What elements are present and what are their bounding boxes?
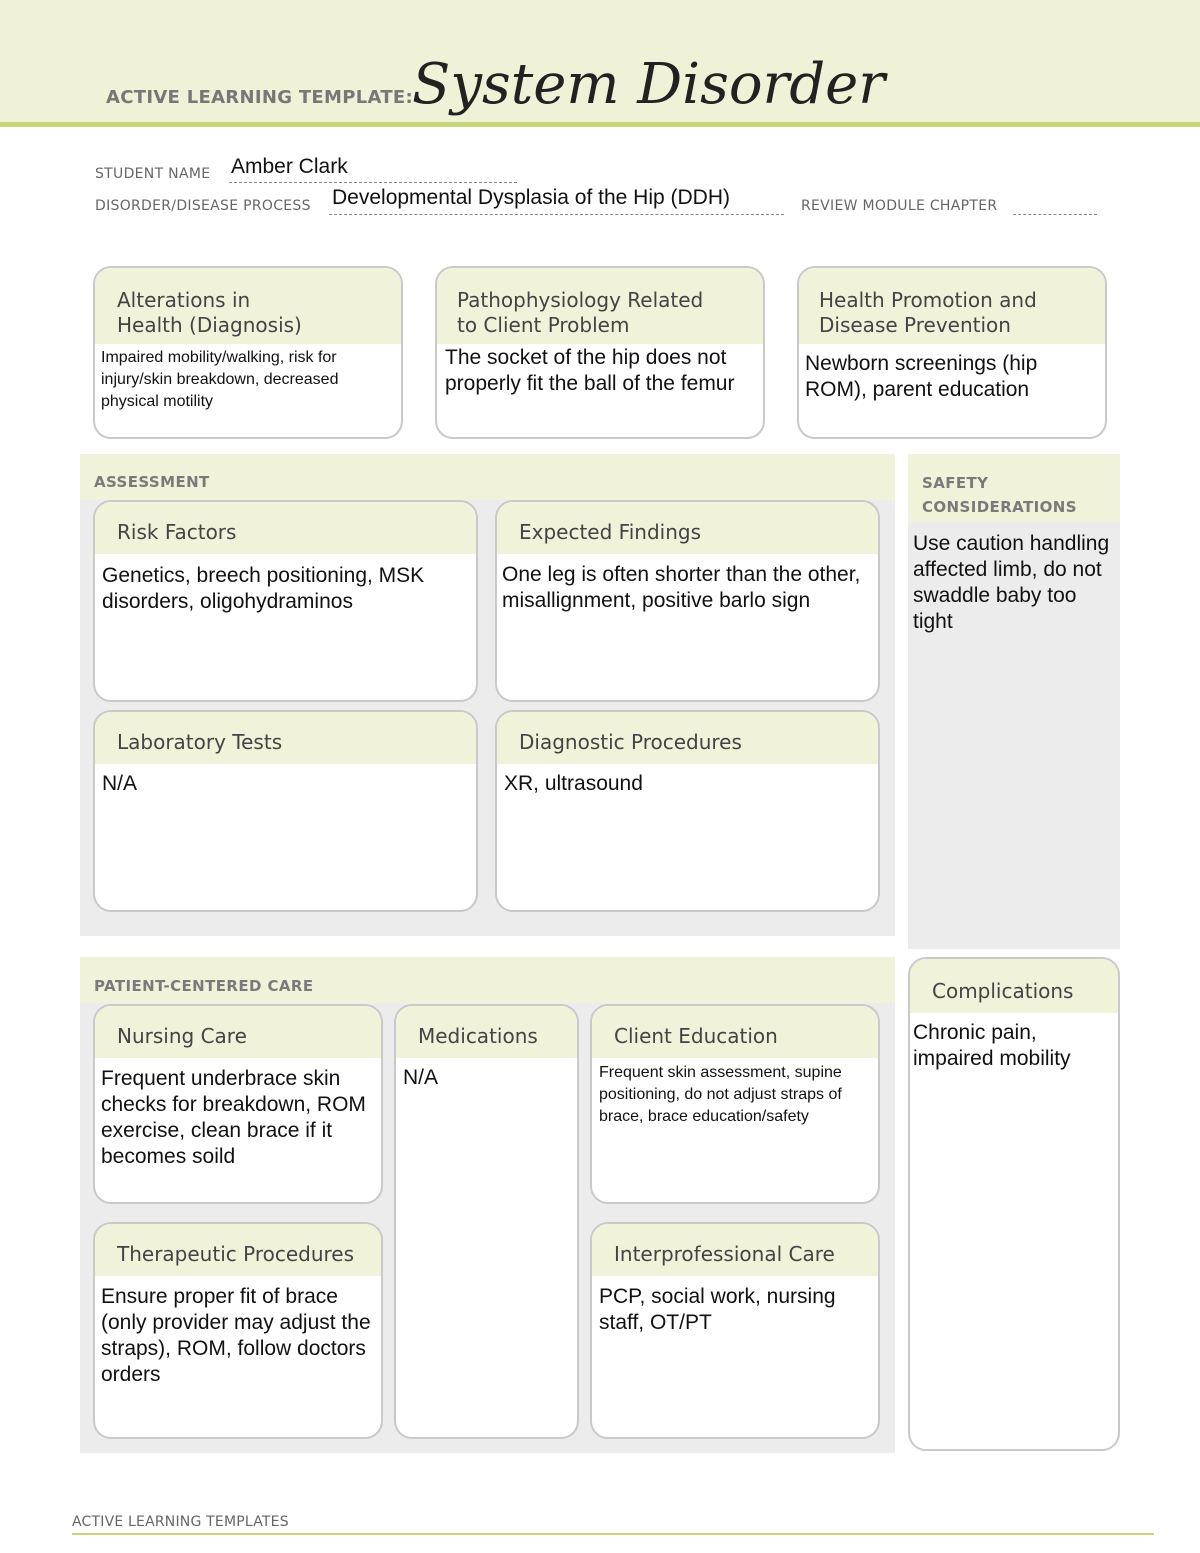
laboratory-tests-content[interactable]: N/A [102, 772, 138, 795]
nursing-care-box [93, 1004, 383, 1204]
medications-content[interactable]: N/A [403, 1066, 439, 1089]
student-name-label: STUDENT NAME [95, 166, 211, 182]
health-promotion-box [797, 266, 1107, 439]
therapeutic-procedures-title: Therapeutic Procedures [95, 1224, 381, 1276]
expected-findings-title: Expected Findings [497, 502, 878, 554]
alterations-box [93, 266, 403, 439]
client-education-title: Client Education [592, 1006, 878, 1058]
medications-title: Medications [396, 1006, 577, 1058]
risk-factors-box [93, 500, 478, 702]
template-prefix: ACTIVE LEARNING TEMPLATE: [106, 87, 413, 108]
pathophysiology-box [435, 266, 765, 439]
complications-box [908, 957, 1120, 1451]
footer-text: ACTIVE LEARNING TEMPLATES [72, 1514, 289, 1530]
laboratory-tests-title: Laboratory Tests [95, 712, 476, 764]
risk-factors-content[interactable]: Genetics, breech positioning, MSK disorders, oligohydraminos [102, 564, 425, 613]
review-chapter-field[interactable] [1013, 214, 1097, 215]
footer-rule [72, 1533, 1154, 1535]
therapeutic-procedures-box [93, 1222, 383, 1439]
disorder-line [329, 214, 784, 215]
safety-title: SAFETY CONSIDERATIONS [908, 454, 1120, 522]
disorder-field[interactable]: Developmental Dysplasia of the Hip (DDH) [332, 186, 730, 209]
medications-box [394, 1004, 579, 1439]
risk-factors-title: Risk Factors [95, 502, 476, 554]
diagnostic-procedures-title: Diagnostic Procedures [497, 712, 878, 764]
interprofessional-care-title: Interprofessional Care [592, 1224, 878, 1276]
student-name-field[interactable]: Amber Clark [231, 155, 348, 178]
diagnostic-procedures-box [495, 710, 880, 912]
nursing-care-title: Nursing Care [95, 1006, 381, 1058]
diagnostic-procedures-content[interactable]: XR, ultrasound [504, 772, 643, 795]
pathophysiology-content[interactable]: The socket of the hip does not properly fit the ball of the femur [445, 346, 735, 395]
client-education-box [590, 1004, 880, 1204]
therapeutic-procedures-content[interactable]: Ensure proper fit of brace (only provider may adjust the straps), ROM, follow doctors orders [101, 1285, 371, 1386]
laboratory-tests-box [93, 710, 478, 912]
client-education-content[interactable]: Frequent skin assessment, supine positioning, do not adjust straps of brace, brace education/safety [599, 1064, 842, 1125]
interprofessional-care-box [590, 1222, 880, 1439]
safety-section [908, 454, 1120, 949]
expected-findings-box [495, 500, 880, 702]
pathophysiology-title: Pathophysiology Related to Client Problem [437, 268, 763, 344]
expected-findings-content[interactable]: One leg is often shorter than the other, misallignment, positive barlo sign [502, 563, 861, 612]
nursing-care-content[interactable]: Frequent underbrace skin checks for breakdown, ROM exercise, clean brace if it becomes soild [101, 1067, 366, 1168]
interprofessional-care-content[interactable]: PCP, social work, nursing staff, OT/PT [599, 1285, 836, 1334]
health-promotion-content[interactable]: Newborn screenings (hip ROM), parent education [805, 352, 1038, 401]
alterations-title: Alterations in Health (Diagnosis) [95, 268, 401, 344]
disorder-label: DISORDER/DISEASE PROCESS [95, 198, 311, 214]
page-title: System Disorder [412, 52, 886, 117]
health-promotion-title: Health Promotion and Disease Prevention [799, 268, 1105, 344]
alterations-content[interactable]: Impaired mobility/walking, risk for injury/skin breakdown, decreased physical motility [101, 349, 339, 410]
header-rule [0, 122, 1200, 127]
safety-content[interactable]: Use caution handling affected limb, do not swaddle baby too tight [913, 532, 1110, 633]
complications-title: Complications [910, 959, 1118, 1013]
complications-content[interactable]: Chronic pain, impaired mobility [913, 1021, 1071, 1070]
patient-care-title: PATIENT-CENTERED CARE [94, 977, 314, 995]
review-chapter-label: REVIEW MODULE CHAPTER [801, 198, 998, 214]
student-name-line [229, 182, 517, 183]
assessment-title: ASSESSMENT [94, 473, 210, 491]
